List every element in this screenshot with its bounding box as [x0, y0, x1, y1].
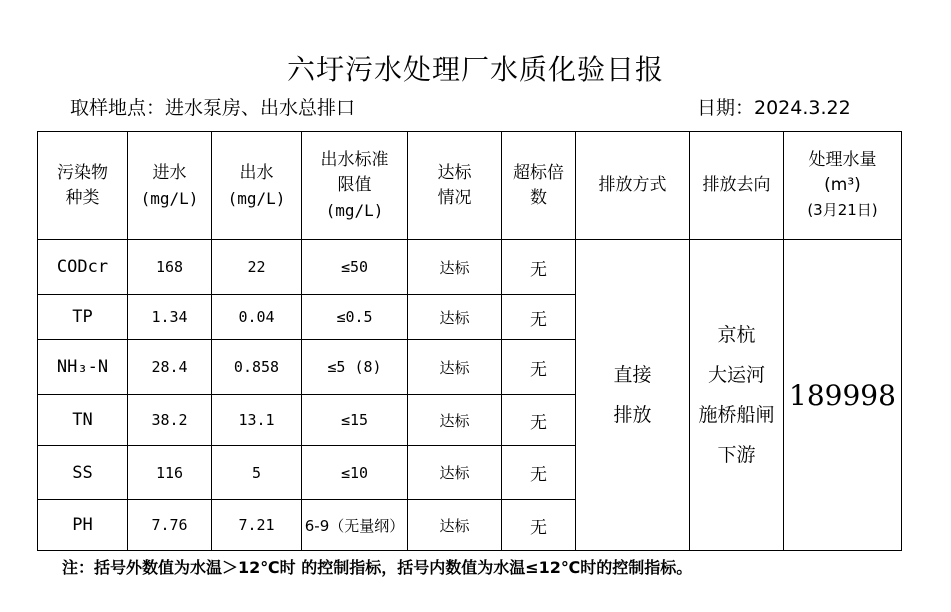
pollutant-cell: TN — [38, 395, 128, 446]
inflow-cell: 1.34 — [128, 295, 212, 340]
header-inflow: 进水 (mg/L) — [128, 132, 212, 240]
discharge-direction-cell: 京杭 大运河 施桥船闸 下游 — [690, 240, 784, 551]
header-discharge-direction: 排放去向 — [690, 132, 784, 240]
discharge-method-cell: 直接 排放 — [576, 240, 690, 551]
outflow-cell: 5 — [212, 446, 302, 500]
pollutant-cell: PH — [38, 500, 128, 551]
header-pollutant: 污染物 种类 — [38, 132, 128, 240]
compliance-cell: 达标 — [408, 500, 502, 551]
inflow-cell: 38.2 — [128, 395, 212, 446]
exceed-cell: 无 — [502, 500, 576, 551]
compliance-cell: 达标 — [408, 295, 502, 340]
exceed-cell: 无 — [502, 446, 576, 500]
limit-cell: 6-9（无量纲） — [302, 500, 408, 551]
outflow-cell: 13.1 — [212, 395, 302, 446]
water-quality-table — [37, 131, 902, 551]
pollutant-cell: TP — [38, 295, 128, 340]
limit-cell: ≤5 (8) — [302, 340, 408, 395]
footnote: 注：括号外数值为水温＞12℃时 的控制指标，括号内数值为水温≤12℃时的控制指标。 — [62, 558, 693, 577]
exceed-cell: 无 — [502, 395, 576, 446]
pollutant-cell: CODcr — [38, 240, 128, 295]
compliance-cell: 达标 — [408, 240, 502, 295]
outflow-cell: 7.21 — [212, 500, 302, 551]
compliance-cell: 达标 — [408, 340, 502, 395]
sampling-location: 取样地点：进水泵房、出水总排口 — [70, 97, 356, 119]
table-row — [38, 240, 902, 295]
pollutant-cell: SS — [38, 446, 128, 500]
exceed-cell: 无 — [502, 340, 576, 395]
header-exceed: 超标倍 数 — [502, 132, 576, 240]
header-discharge-method: 排放方式 — [576, 132, 690, 240]
limit-cell: ≤10 — [302, 446, 408, 500]
header-outflow: 出水 (mg/L) — [212, 132, 302, 240]
report-title: 六圩污水处理厂水质化验日报 — [286, 53, 664, 86]
compliance-cell: 达标 — [408, 446, 502, 500]
pollutant-cell: NH₃-N — [38, 340, 128, 395]
header-compliance: 达标 情况 — [408, 132, 502, 240]
outflow-cell: 22 — [212, 240, 302, 295]
inflow-cell: 7.76 — [128, 500, 212, 551]
outflow-cell: 0.858 — [212, 340, 302, 395]
header-limit: 出水标准 限值 (mg/L) — [302, 132, 408, 240]
exceed-cell: 无 — [502, 240, 576, 295]
header-row — [38, 132, 902, 240]
limit-cell: ≤0.5 — [302, 295, 408, 340]
inflow-cell: 116 — [128, 446, 212, 500]
outflow-cell: 0.04 — [212, 295, 302, 340]
header-volume: 处理水量 (m³) (3月21日) — [784, 132, 902, 240]
treated-volume-cell: 189998 — [784, 240, 902, 551]
inflow-cell: 168 — [128, 240, 212, 295]
inflow-cell: 28.4 — [128, 340, 212, 395]
exceed-cell: 无 — [502, 295, 576, 340]
report-date: 日期：2024.3.22 — [697, 97, 851, 119]
limit-cell: ≤50 — [302, 240, 408, 295]
limit-cell: ≤15 — [302, 395, 408, 446]
compliance-cell: 达标 — [408, 395, 502, 446]
